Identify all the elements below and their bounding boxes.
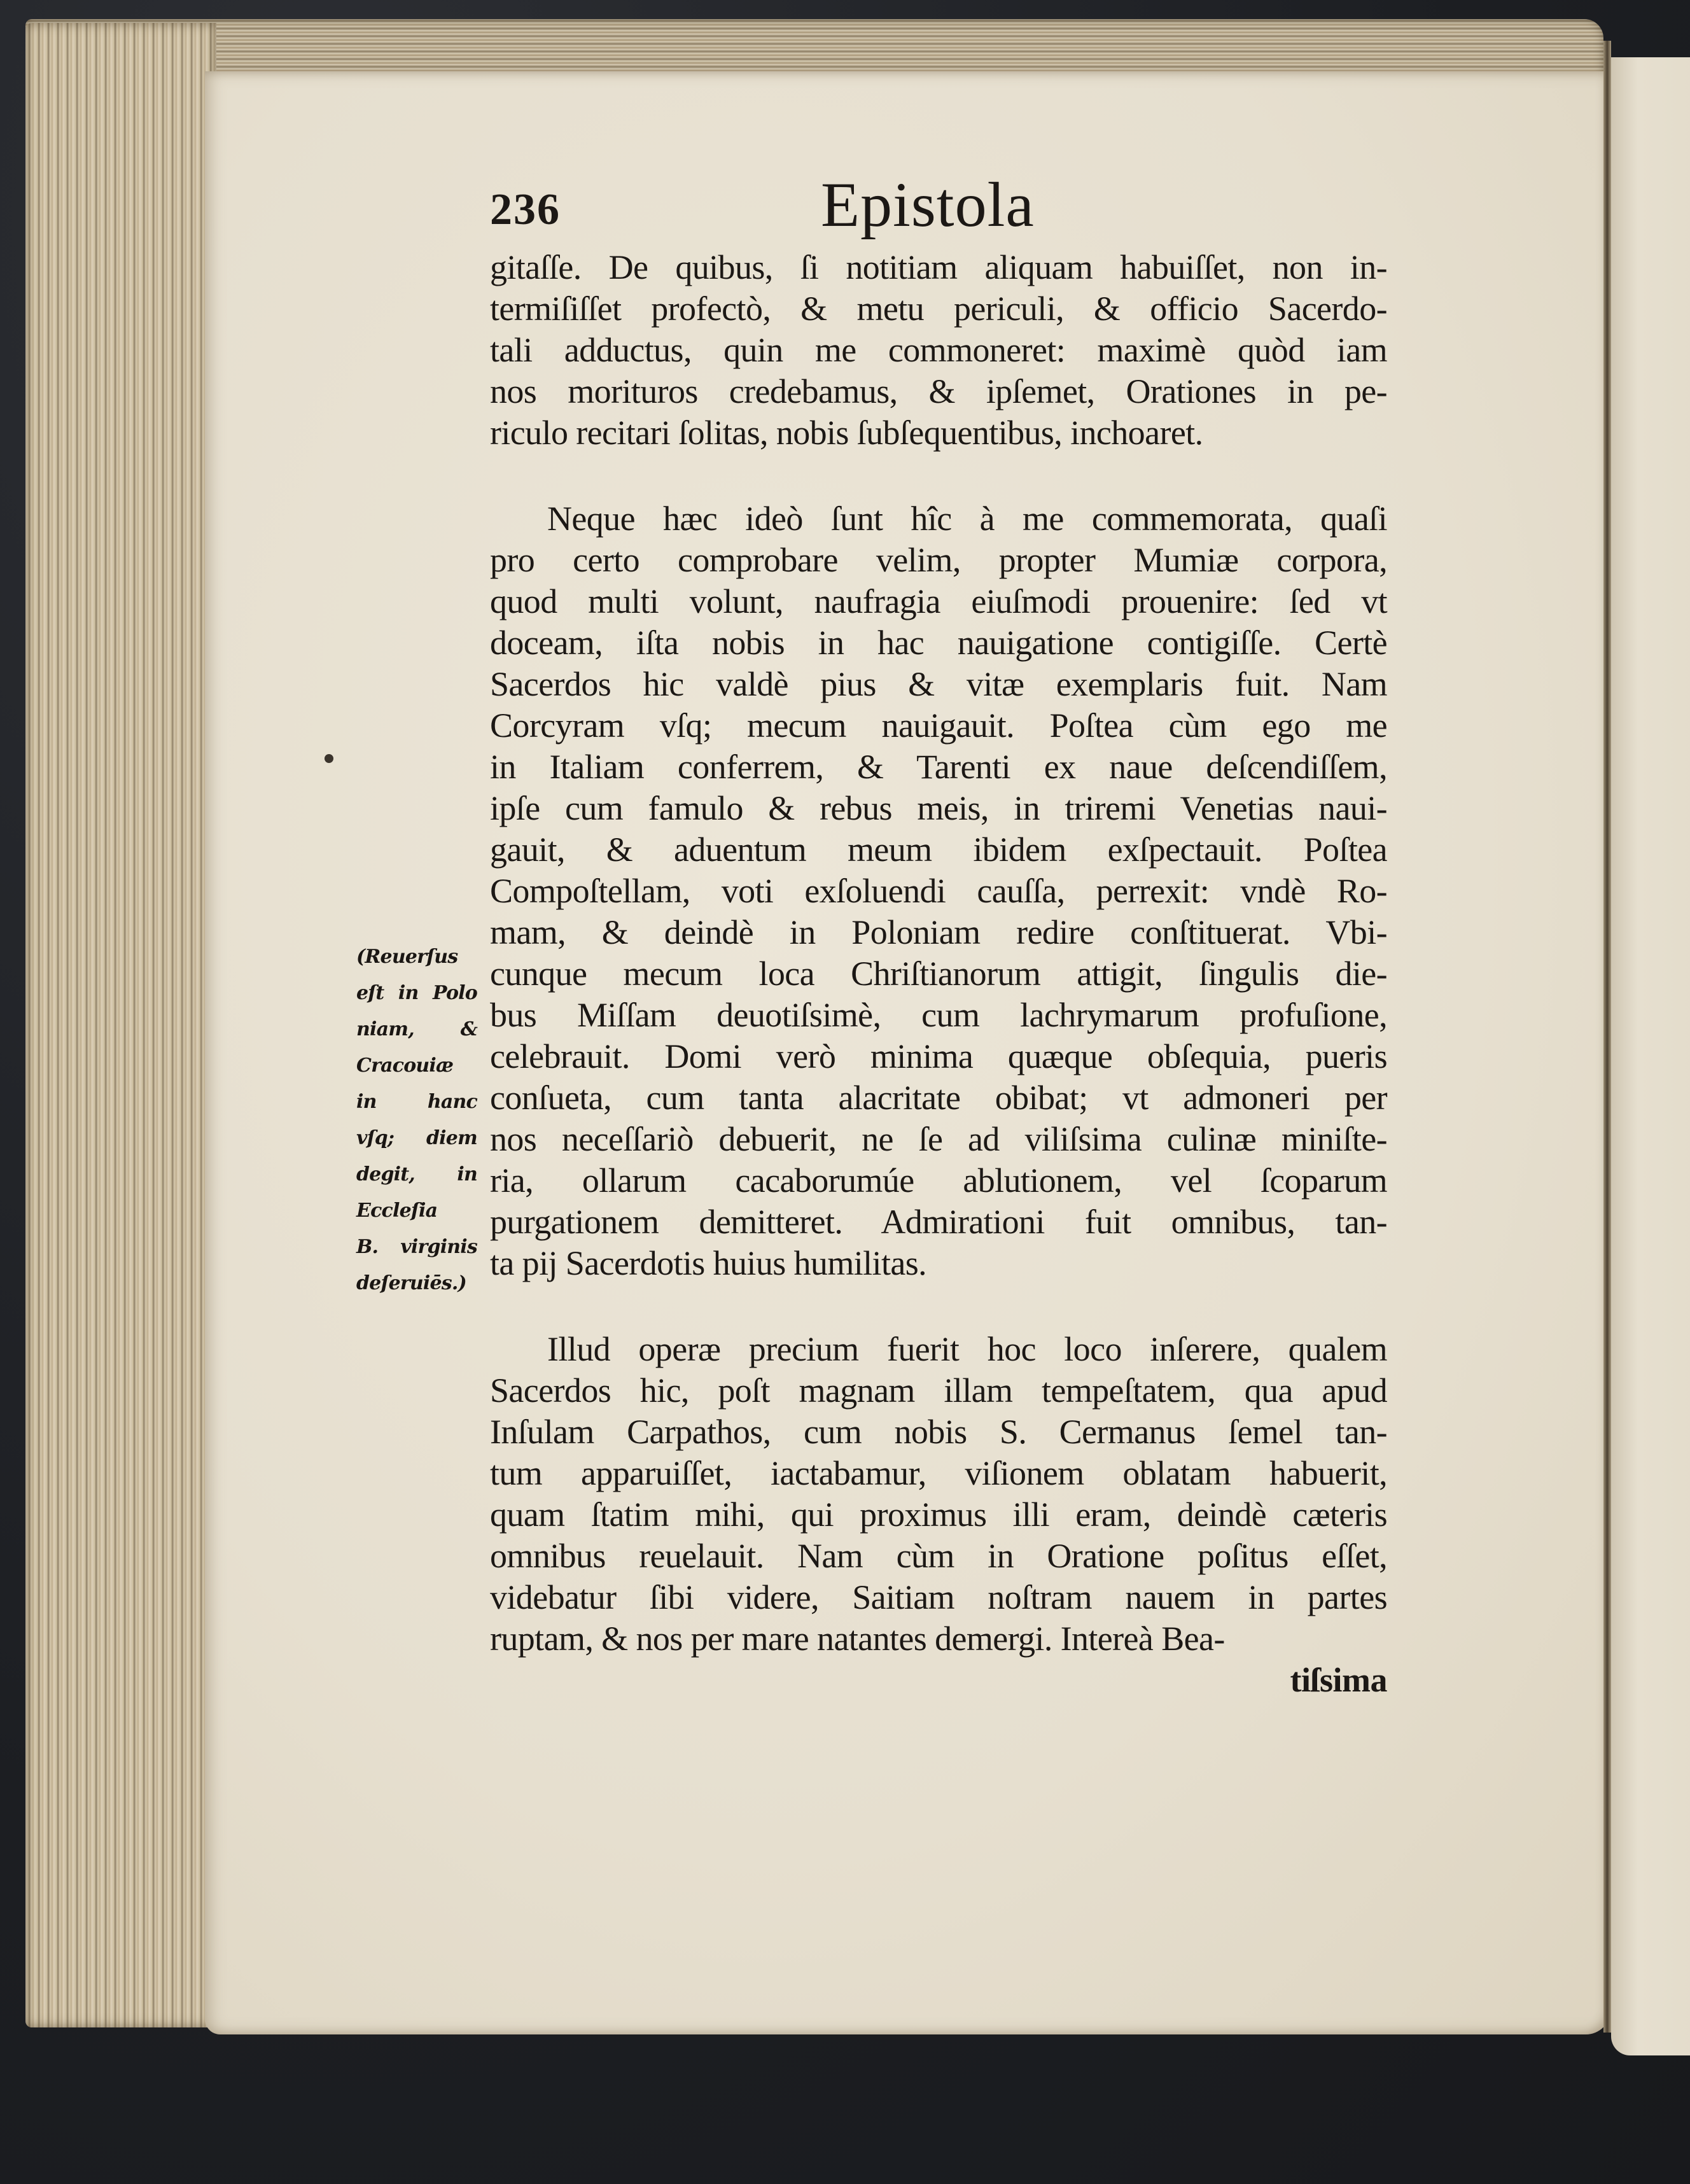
text-line: doceam, iſta nobis in hac nauigatione contigiſſe. Certè — [490, 624, 1387, 662]
marginal-note-line: (Reuerſus — [356, 946, 458, 968]
text-line: omnibus reuelauit. Nam cùm in Oratione poſitus eſſet, — [490, 1537, 1387, 1575]
marginal-note-line: degit, in — [356, 1163, 477, 1186]
text-line: pro certo comprobare velim, propter Mumiæ corpora, — [490, 541, 1387, 579]
text-line: riculo recitari ſolitas, nobis ſubſequentibus, inchoaret. — [490, 414, 1203, 452]
text-line: Sacerdos hic, poſt magnam illam tempeſtatem, qua apud — [490, 1371, 1387, 1410]
page-number: 236 — [490, 185, 561, 234]
text-line: conſueta, cum tanta alacritate obibat; vt admoneri per — [490, 1079, 1387, 1117]
text-line: quam ſtatim mihi, qui proximus illi eram, deindè cæteris — [490, 1495, 1387, 1534]
text-line: Neque hæc ideò ſunt hîc à me commemorata, quaſi — [547, 500, 1387, 538]
text-line: gitaſſe. De quibus, ſi notitiam aliquam habuiſſet, non in- — [490, 248, 1387, 286]
paragraph-gap — [490, 1284, 1387, 1329]
facing-page-edge — [1611, 57, 1690, 2055]
text-line: termiſiſſet profectò, & metu periculi, & officio Sacerdo- — [490, 290, 1387, 328]
running-title: Epistola — [821, 169, 1035, 240]
text-line: Compoſtellam, voti exſoluendi cauſſa, perrexit: vndè Ro- — [490, 872, 1387, 910]
marginal-note — [356, 939, 477, 1301]
text-line: gauit, & aduentum meum ibidem exſpectauit. Poſtea — [490, 830, 1387, 869]
text-block — [490, 171, 1387, 1701]
body-text — [490, 247, 1387, 1660]
marginal-note-line: Cracouiæ — [356, 1054, 454, 1077]
text-line: cunque mecum loca Chriſtianorum attigit, ſingulis die- — [490, 955, 1387, 993]
marginal-note-line: Eccleſia — [356, 1200, 438, 1222]
marginal-note-line: B. virginis — [356, 1236, 477, 1258]
text-line: ta pij Sacerdotis huius humilitas. — [490, 1244, 927, 1282]
paragraph-gap — [490, 454, 1387, 498]
text-line: tum apparuiſſet, iactabamur, viſionem oblatam habuerit, — [490, 1454, 1387, 1492]
marginal-note-line: eſt in Polo — [356, 982, 477, 1004]
text-line: ipſe cum famulo & rebus meis, in triremi Venetias naui- — [490, 789, 1387, 827]
running-head — [490, 171, 1387, 247]
text-line: Illud operæ precium fuerit hoc loco inſerere, qualem — [547, 1330, 1387, 1368]
paragraph — [490, 498, 1387, 1284]
paragraph — [490, 1329, 1387, 1660]
text-line: bus Miſſam deuotiſsimè, cum lachrymarum profuſione, — [490, 996, 1387, 1034]
marginal-note-line: vſq; diem — [356, 1127, 477, 1149]
marginal-note-line: in hanc — [356, 1091, 477, 1113]
text-line: celebrauit. Domi verò minima quæque obſequia, pueris — [490, 1037, 1387, 1075]
catchword: tiſsima — [1290, 1661, 1387, 1699]
book-fore-edge — [25, 23, 216, 2027]
book-gutter — [1603, 41, 1611, 2033]
text-line: in Italiam conferrem, & Tarenti ex naue deſcendiſſem, — [490, 748, 1387, 786]
text-line: purgationem demitteret. Admirationi fuit omnibus, tan- — [490, 1203, 1387, 1241]
book-top-edge — [25, 19, 1603, 76]
text-line: tali adductus, quin me commoneret: maximè quòd iam — [490, 331, 1387, 369]
text-line: Inſulam Carpathos, cum nobis S. Cermanus ſemel tan- — [490, 1413, 1387, 1451]
text-line: videbatur ſibi videre, Saitiam noſtram nauem in partes — [490, 1578, 1387, 1616]
marginal-note-line: deſeruiēs.) — [356, 1272, 466, 1294]
marginal-note-line: niam, & — [356, 1018, 477, 1040]
text-line: mam, & deindè in Poloniam redire conſtituerat. Vbi- — [490, 913, 1387, 951]
text-line: Sacerdos hic valdè pius & vitæ exemplaris fuit. Nam — [490, 665, 1387, 703]
text-line: nos morituros credebamus, & ipſemet, Orationes in pe- — [490, 372, 1387, 410]
text-line: quod multi volunt, naufragia eiuſmodi prouenire: ſed vt — [490, 582, 1387, 620]
text-line: nos neceſſariò debuerit, ne ſe ad viliſsima culinæ miniſte- — [490, 1120, 1387, 1158]
text-line: ruptam, & nos per mare natantes demergi. Intereà Bea- — [490, 1620, 1225, 1658]
ink-spot — [325, 754, 333, 763]
text-line: ria, ollarum cacaborumúe ablutionem, vel ſcoparum — [490, 1161, 1387, 1200]
text-line: Corcyram vſq; mecum nauigauit. Poſtea cùm ego me — [490, 706, 1387, 745]
paragraph — [490, 247, 1387, 454]
